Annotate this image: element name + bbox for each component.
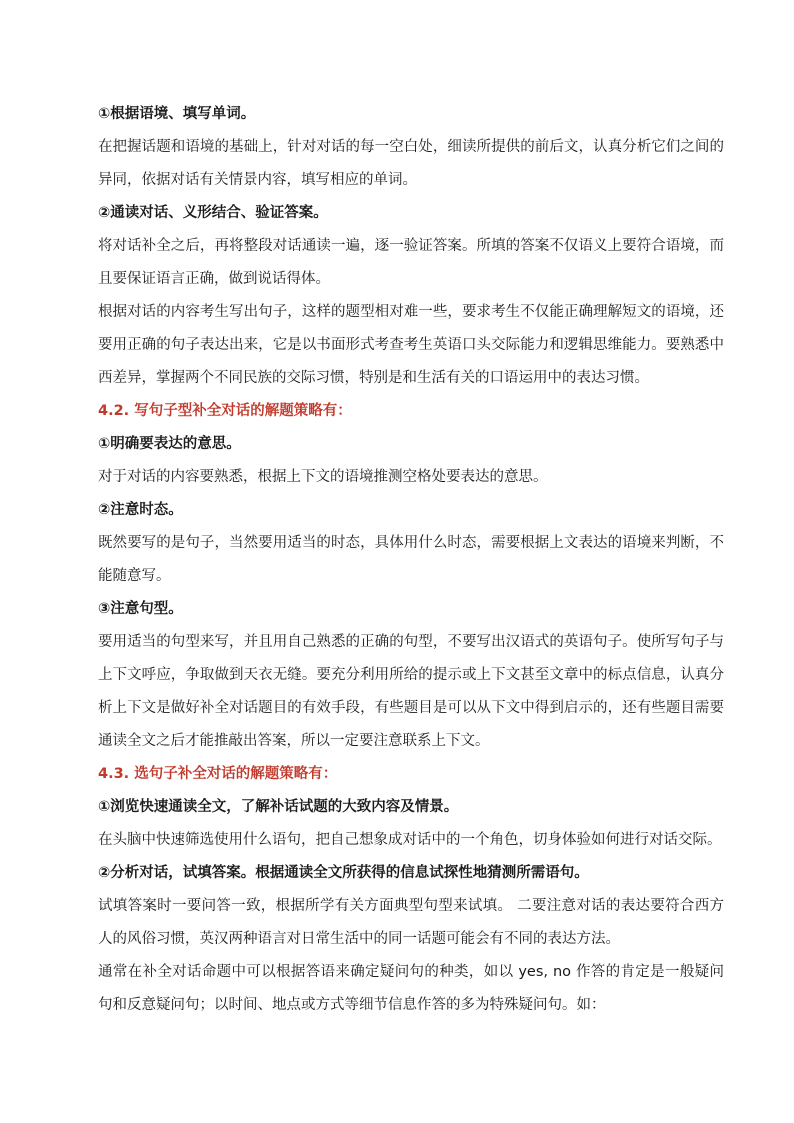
section-heading-4-2: 4.2. 写句子型补全对话的解题策略有：: [98, 403, 352, 419]
step-heading-meaning: ①明确要表达的意思。: [98, 436, 241, 452]
paragraph-write-sentences-intro: 根据对话的内容考生写出句子，这样的题型相对难一些，要求考生不仅能正确理解短文的语境，还要用正确的句子表达出来，它是以书面形式考查考生英语口头交际能力和逻辑思维能力。要熟悉中西差异，掌握两个不同民族的交际习惯，特别是和生活有关的口语运用中的表达习惯。: [98, 304, 724, 386]
paragraph-skim: 在头脑中快速筛选使用什么语句，把自己想象成对话中的一个角色，切身体验如何进行对话交际。: [98, 832, 722, 848]
paragraph-tense: 既然要写的是句子，当然要用适当的时态，具体用什么时态，需要根据上文表达的语境来判断，不能随意写。: [98, 535, 724, 584]
step-heading-tense: ②注意时态。: [98, 502, 183, 518]
step-heading-sentence-pattern: ③注意句型。: [98, 601, 183, 617]
step-heading-fill-words: ①根据语境、填写单词。: [98, 106, 256, 122]
paragraph-question-types: 通常在补全对话命题中可以根据答语来确定疑问句的种类，如以 yes, no 作答的肯定是一般疑问句和反意疑问句；以时间、地点或方式等细节信息作答的多为特殊疑问句。如：: [98, 964, 724, 1013]
step-heading-analyze: ②分析对话，试填答案。根据通读全文所获得的信息试探性地猜测所需语句。: [98, 865, 589, 881]
step-heading-verify-answers: ②通读对话、义形结合、验证答案。: [98, 205, 328, 221]
paragraph-try-answers: 试填答案时一要问答一致，根据所学有关方面典型句型来试填。 二要注意对话的表达要符合西方人的风俗习惯，英汉两种语言对日常生活中的同一话题可能会有不同的表达方法。: [98, 898, 724, 947]
section-heading-4-3: 4.3. 选句子补全对话的解题策略有：: [98, 766, 338, 782]
paragraph-sentence-pattern: 要用适当的句型来写，并且用自己熟悉的正确的句型，不要写出汉语式的英语句子。使所写句子与上下文呼应，争取做到天衣无缝。要充分利用所给的提示或上下文甚至文章中的标点信息，认真分析上下文是做好补全对话题目的有效手段，有些题目是可以从下文中得到启示的，还有些题目需要通读全文之后才能推敲出答案，所以一定要注意联系上下文。: [98, 634, 724, 749]
paragraph-verify-answers: 将对话补全之后，再将整段对话通读一遍，逐一验证答案。所填的答案不仅语义上要符合语境，而且要保证语言正确，做到说话得体。: [98, 238, 724, 287]
step-heading-skim: ①浏览快速通读全文，了解补话试题的大致内容及情景。: [98, 799, 459, 815]
document-body: [98, 98, 724, 1022]
paragraph-meaning: 对于对话的内容要熟悉，根据上下文的语境推测空格处要表达的意思。: [98, 469, 548, 485]
paragraph-fill-words: 在把握话题和语境的基础上，针对对话的每一空白处，细读所提供的前后文，认真分析它们之间的异同，依据对话有关情景内容，填写相应的单词。: [98, 139, 724, 188]
